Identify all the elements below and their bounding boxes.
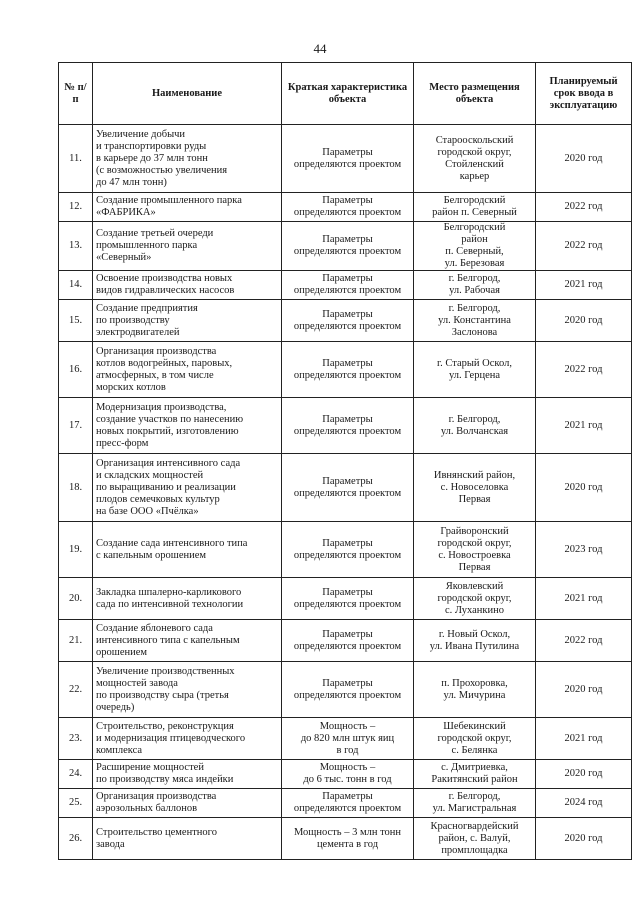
table-row [59,300,632,342]
object-name-line: мощностей завода [96,677,178,689]
object-characteristic-line: определяются проектом [293,640,402,652]
object-characteristic [282,789,414,818]
object-location-line: п. Северный, [445,246,504,257]
header-num: № п/п [59,63,93,125]
object-characteristic-line: Мощность – 3 млн тонн [293,826,402,838]
object-name-line: Организация производства [96,345,217,357]
object-name-line: по производству сыра (третья [96,689,229,701]
object-characteristic [282,578,414,620]
object-location-line: район п. Северный [432,207,517,218]
object-location [414,620,536,662]
object-name-line: до 47 млн тонн) [96,176,167,188]
row-number: 18. [59,454,93,522]
object-location [414,454,536,522]
object-location-line: ул. Мичурина [443,689,506,701]
table-header-row [59,63,632,125]
table-row [59,342,632,398]
object-location-line: с. Дмитриевка, [441,762,508,773]
object-characteristic-line: до 6 тыс. тонн в год [303,774,392,785]
commissioning-year: 2022 год [536,193,632,222]
object-location-line: ул. Волчанская [440,425,509,437]
object-characteristic [282,300,414,342]
object-characteristic-line: определяются проектом [293,246,402,257]
object-name-line: Организация интенсивного сада [96,457,241,469]
table-row [59,522,632,578]
object-name-line: на базе ООО «Пчёлка» [96,505,199,517]
object-location-line: Ивнянский район, [433,469,516,481]
object-location-line: ул. Константина [438,314,511,326]
commissioning-year: 2022 год [536,620,632,662]
table-body [59,125,632,860]
object-name [93,620,282,662]
object-characteristic-line: Параметры [322,586,373,598]
row-number: 21. [59,620,93,662]
object-location-line: городской округ, [437,537,512,549]
object-name-line: Увеличение производственных [96,665,235,677]
row-number: 13. [59,222,93,271]
object-location-line: ул. Рабочая [449,285,500,296]
object-location-line: Белгородский [443,222,506,233]
object-name-line: очередь) [96,701,135,713]
object-location [414,578,536,620]
object-location-line: Первая [458,561,491,573]
commissioning-year: 2020 год [536,662,632,718]
object-name-line: создание участков по нанесению [96,413,244,425]
object-name [93,300,282,342]
object-name [93,662,282,718]
object-name [93,522,282,578]
object-name-line: Освоение производства новых [96,273,233,284]
object-characteristic-line: Параметры [322,195,373,206]
object-characteristic [282,718,414,760]
table-row [59,789,632,818]
object-name-line: Создание сада интенсивного типа [96,537,248,549]
object-location-line: промплощадка [441,844,508,856]
object-location-line: Заслонова [451,326,498,338]
row-number: 17. [59,398,93,454]
object-location-line: Шебекинский [443,720,506,732]
table-row [59,271,632,300]
object-name-line: атмосферных, в том числе [96,369,214,381]
object-characteristic-line: Мощность – [319,762,376,773]
object-location-line: Первая [458,493,491,505]
commissioning-year: 2020 год [536,454,632,522]
object-characteristic-line: определяются проектом [293,803,402,814]
object-characteristic-line: Параметры [322,308,373,320]
commissioning-year: 2021 год [536,578,632,620]
object-name-line: видов гидравлических насосов [96,285,235,296]
table-row [59,662,632,718]
object-characteristic-line: Параметры [322,537,373,549]
object-characteristic [282,760,414,789]
object-location [414,300,536,342]
object-name-line: интенсивного типа с капельным [96,634,240,646]
commissioning-year: 2022 год [536,342,632,398]
object-location [414,398,536,454]
row-number: 11. [59,125,93,193]
commissioning-year: 2021 год [536,398,632,454]
object-location [414,760,536,789]
object-location [414,818,536,860]
object-location-line: Яковлевский [445,580,504,592]
object-characteristic [282,620,414,662]
object-location-line: г. Белгород, [448,302,501,314]
row-number: 23. [59,718,93,760]
object-name [93,222,282,271]
object-location [414,271,536,300]
object-location-line: район, с. Валуй, [438,832,511,844]
object-characteristic-line: цемента в год [316,838,379,850]
commissioning-year: 2021 год [536,718,632,760]
object-characteristic [282,342,414,398]
object-characteristic [282,222,414,271]
object-name-line: электродвигателей [96,326,180,338]
object-name-line: сада по интенсивной технологии [96,598,244,610]
object-name-line: Строительство, реконструкция [96,720,234,732]
object-characteristic-line: Параметры [322,791,373,802]
object-characteristic [282,662,414,718]
row-number: 26. [59,818,93,860]
object-name-line: Создание яблоневого сада [96,622,213,634]
object-location-line: Белгородский [443,195,506,206]
object-characteristic-line: Параметры [322,146,373,158]
object-name-line: Создание предприятия [96,302,198,314]
table-row [59,398,632,454]
row-number: 24. [59,760,93,789]
commissioning-year: 2020 год [536,300,632,342]
header-year: Планируемый срок ввода в эксплуатацию [536,63,632,125]
object-location [414,342,536,398]
object-name [93,193,282,222]
object-name-line: по выращиванию и реализации [96,481,236,493]
object-characteristic-line: определяются проектом [293,689,402,701]
object-location-line: городской округ, [437,146,512,158]
object-location [414,662,536,718]
object-characteristic-line: Параметры [322,628,373,640]
row-number: 22. [59,662,93,718]
object-name-line: Модернизация производства, [96,401,227,413]
object-characteristic-line: Параметры [322,273,373,284]
object-name-line: (с возможностью увеличения [96,164,228,176]
object-location-line: г. Новый Оскол, [438,628,511,640]
object-location [414,125,536,193]
object-location [414,789,536,818]
object-characteristic-line: определяются проектом [293,598,402,610]
object-name [93,818,282,860]
object-characteristic-line: определяются проектом [293,207,402,218]
object-name-line: по производству мяса индейки [96,774,234,785]
table-row [59,193,632,222]
object-characteristic-line: Мощность – [319,720,376,732]
object-location [414,193,536,222]
object-name-line: орошением [96,646,148,658]
object-location-line: Красногвардейский [430,820,519,832]
object-name-line: и транспортировки руды [96,140,207,152]
commissioning-year: 2021 год [536,271,632,300]
object-location-line: г. Белгород, [448,791,501,802]
object-location-line: ул. Ивана Путилина [429,640,520,652]
header-location: Место размещения объекта [414,63,536,125]
object-name-line: пресс-форм [96,437,149,449]
object-characteristic-line: Параметры [322,413,373,425]
object-name [93,125,282,193]
object-name-line: Увеличение добычи [96,128,186,140]
object-characteristic [282,522,414,578]
object-name-line: промышленного парка [96,240,198,251]
object-location-line: карьер [459,170,490,182]
object-name-line: завода [96,838,125,850]
commissioning-year: 2023 год [536,522,632,578]
page-number: 44 [313,41,327,56]
object-characteristic [282,398,414,454]
object-name [93,342,282,398]
object-name-line: морских котлов [96,381,166,393]
object-location-line: ул. Герцена [448,369,501,381]
object-characteristic-line: определяются проектом [293,487,402,499]
object-name-line: «ФАБРИКА» [96,207,156,218]
object-name-line: с капельным орошением [96,549,207,561]
object-name [93,718,282,760]
row-number: 20. [59,578,93,620]
object-characteristic-line: до 820 млн штук яиц [300,732,395,744]
object-characteristic-line: определяются проектом [293,285,402,296]
object-characteristic [282,271,414,300]
object-name-line: Расширение мощностей [96,762,204,773]
table-row [59,222,632,271]
header-characteristic: Краткая характеристика объекта [282,63,414,125]
commissioning-year: 2020 год [536,760,632,789]
object-characteristic [282,193,414,222]
row-number: 25. [59,789,93,818]
object-characteristic [282,818,414,860]
object-name-line: «Северный» [96,252,152,263]
commissioning-year: 2020 год [536,818,632,860]
object-name [93,760,282,789]
object-characteristic [282,454,414,522]
commissioning-year: 2024 год [536,789,632,818]
table-row [59,454,632,522]
object-location-line: ул. Березовая [444,258,505,269]
object-name-line: Строительство цементного [96,826,217,838]
object-location [414,222,536,271]
table-row [59,578,632,620]
row-number: 16. [59,342,93,398]
object-location-line: с. Новостроевка [438,549,511,561]
object-name-line: котлов водогрейных, паровых, [96,357,233,369]
object-characteristic-line: определяются проектом [293,369,402,381]
object-location-line: г. Белгород, [448,273,501,284]
object-location-line: Стойленский [445,158,504,170]
row-number: 12. [59,193,93,222]
object-characteristic-line: в год [336,744,359,756]
object-location-line: с. Луханкино [444,604,504,616]
object-name [93,789,282,818]
object-characteristic-line: Параметры [322,357,373,369]
object-location-line: Ракитянский район [431,774,518,785]
table-row [59,718,632,760]
object-name-line: аэрозольных баллонов [96,803,198,814]
object-location-line: городской округ, [437,592,512,604]
object-name-line: и складских мощностей [96,469,204,481]
object-location-line: Старооскольский [435,134,514,146]
row-number: 15. [59,300,93,342]
object-name-line: комплекса [96,744,143,756]
object-location-line: Грайворонский [440,525,509,537]
object-name-line: Создание третьей очереди [96,228,214,239]
object-location-line: ул. Магистральная [432,803,517,814]
object-name [93,398,282,454]
object-location-line: район [461,234,488,245]
commissioning-year: 2020 год [536,125,632,193]
table-row [59,620,632,662]
object-name-line: Создание промышленного парка [96,195,242,206]
object-characteristic-line: определяются проектом [293,425,402,437]
object-location-line: с. Белянка [451,744,498,756]
object-location-line: г. Старый Оскол, [437,357,512,369]
object-characteristic-line: определяются проектом [293,549,402,561]
object-characteristic-line: Параметры [322,677,373,689]
object-characteristic-line: определяются проектом [293,158,402,170]
object-characteristic-line: Параметры [322,234,373,245]
object-name-line: по производству [96,314,170,326]
header-name: Наименование [93,63,282,125]
table-row [59,818,632,860]
table-row [59,125,632,193]
object-characteristic-line: Параметры [322,475,373,487]
object-name [93,454,282,522]
row-number: 19. [59,522,93,578]
commissioning-year: 2022 год [536,222,632,271]
object-location-line: городской округ, [437,732,512,744]
object-location-line: п. Прохоровка, [441,677,508,689]
investment-projects-table [58,62,632,860]
object-name-line: Закладка шпалерно-карликового [96,586,242,598]
object-name-line: в карьере до 37 млн тонн [96,152,208,164]
object-location [414,718,536,760]
object-characteristic [282,125,414,193]
row-number: 14. [59,271,93,300]
object-characteristic-line: определяются проектом [293,320,402,332]
object-location-line: с. Новоселовка [440,481,509,493]
object-name [93,578,282,620]
object-name-line: Организация производства [96,791,217,802]
object-name-line: новых покрытий, изготовлению [96,425,239,437]
object-location [414,522,536,578]
table-row [59,760,632,789]
object-name-line: плодов семечковых культур [96,493,220,505]
object-location-line: г. Белгород, [448,413,501,425]
object-name [93,271,282,300]
object-name-line: и модернизация птицеводческого [96,732,246,744]
